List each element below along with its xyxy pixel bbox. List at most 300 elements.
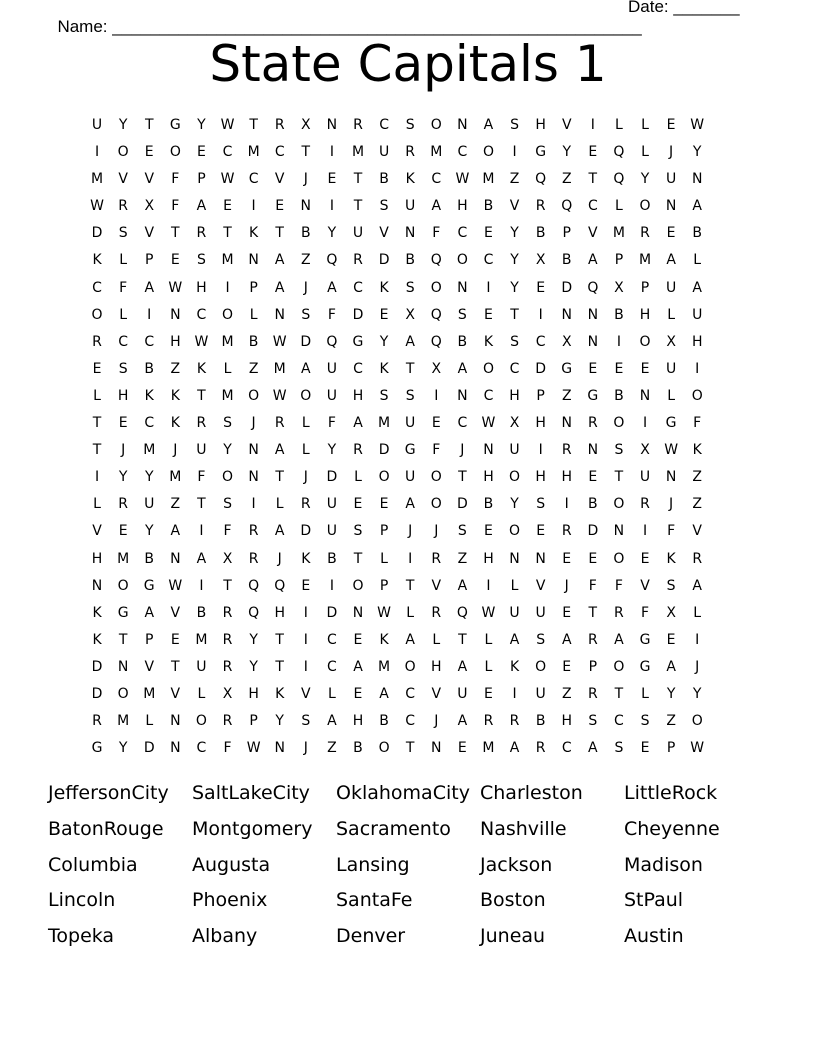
grid-letter[interactable]: Z (170, 360, 181, 377)
grid-letter[interactable]: G (404, 442, 416, 459)
grid-letter[interactable]: R (222, 658, 233, 675)
grid-letter[interactable]: M (482, 740, 495, 757)
grid-letter[interactable]: A (561, 631, 572, 648)
grid-letter[interactable]: K (483, 333, 494, 350)
grid-letter[interactable]: I (94, 144, 100, 161)
grid-letter[interactable]: H (352, 387, 364, 404)
grid-letter[interactable]: P (197, 171, 206, 188)
grid-letter[interactable]: R (196, 415, 207, 432)
grid-letter[interactable]: F (327, 415, 336, 432)
grid-letter[interactable]: A (274, 523, 285, 540)
grid-letter[interactable]: C (353, 279, 363, 296)
grid-letter[interactable]: T (275, 658, 284, 675)
grid-letter[interactable]: T (249, 117, 258, 133)
grid-letter[interactable]: L (145, 713, 154, 730)
grid-letter[interactable]: U (509, 442, 520, 459)
grid-letter[interactable]: A (353, 658, 363, 675)
grid-letter[interactable]: I (538, 442, 543, 459)
grid-letter[interactable]: G (117, 604, 129, 621)
grid-letter[interactable]: U (665, 360, 677, 377)
grid-letter[interactable]: U (405, 415, 416, 432)
grid-letter[interactable]: K (170, 415, 180, 432)
grid-letter[interactable]: L (667, 306, 676, 323)
grid-letter[interactable]: Z (457, 550, 468, 567)
grid-letter[interactable]: B (535, 225, 546, 242)
grid-letter[interactable]: N (691, 171, 703, 188)
grid-letter[interactable]: S (223, 496, 232, 513)
grid-letter[interactable]: O (248, 387, 260, 404)
grid-letter[interactable]: H (248, 685, 259, 702)
grid-letter[interactable]: N (457, 387, 468, 404)
grid-letter[interactable]: O (535, 658, 547, 675)
grid-letter[interactable]: A (457, 360, 468, 377)
grid-letter[interactable]: M (351, 144, 365, 161)
grid-letter[interactable]: N (457, 117, 468, 133)
grid-letter[interactable]: O (352, 577, 364, 594)
grid-letter[interactable]: W (690, 117, 705, 133)
grid-letter[interactable]: E (92, 360, 102, 377)
grid-letter[interactable]: M (482, 171, 495, 188)
grid-letter[interactable]: L (197, 685, 206, 702)
grid-letter[interactable]: N (509, 550, 520, 567)
grid-letter[interactable]: N (117, 658, 129, 675)
grid-letter[interactable]: O (300, 387, 312, 404)
grid-letter[interactable]: Y (692, 144, 702, 161)
grid-letter[interactable]: P (666, 740, 676, 757)
grid-letter[interactable]: M (169, 469, 182, 486)
grid-letter[interactable]: P (536, 387, 545, 404)
grid-letter[interactable]: X (666, 333, 676, 350)
grid-letter[interactable]: N (274, 740, 285, 757)
grid-letter[interactable]: N (91, 577, 103, 594)
grid-letter[interactable]: R (92, 333, 102, 350)
grid-letter[interactable]: L (615, 117, 623, 133)
grid-letter[interactable]: R (405, 144, 416, 161)
grid-letter[interactable]: Z (666, 713, 676, 730)
grid-letter[interactable]: T (223, 577, 232, 594)
grid-letter[interactable]: O (117, 144, 129, 161)
grid-letter[interactable]: B (561, 252, 572, 269)
grid-letter[interactable]: A (405, 631, 415, 648)
grid-letter[interactable]: G (587, 387, 599, 404)
grid-letter[interactable]: B (300, 225, 311, 242)
grid-letter[interactable]: E (170, 631, 180, 648)
grid-letter[interactable]: M (378, 658, 391, 675)
grid-letter[interactable]: E (536, 279, 546, 296)
grid-letter[interactable]: V (144, 171, 155, 188)
grid-letter[interactable]: O (691, 387, 703, 404)
grid-letter[interactable]: Y (118, 117, 128, 133)
grid-letter[interactable]: Y (249, 658, 258, 675)
grid-letter[interactable]: K (144, 387, 154, 404)
grid-letter[interactable]: U (352, 225, 364, 242)
grid-letter[interactable]: E (353, 631, 363, 648)
grid-letter[interactable]: K (509, 658, 520, 675)
grid-letter[interactable]: A (144, 279, 155, 296)
grid-letter[interactable]: I (486, 577, 491, 594)
grid-letter[interactable]: N (170, 740, 181, 757)
grid-letter[interactable]: F (588, 577, 597, 594)
grid-letter[interactable]: H (535, 469, 546, 486)
grid-letter[interactable]: T (223, 225, 232, 242)
grid-letter[interactable]: O (613, 415, 625, 432)
grid-letter[interactable]: C (92, 279, 102, 296)
grid-letter[interactable]: R (587, 415, 598, 432)
grid-letter[interactable]: J (669, 144, 674, 161)
grid-letter[interactable]: E (379, 496, 389, 513)
grid-letter[interactable]: T (588, 604, 598, 621)
grid-letter[interactable]: H (170, 333, 181, 350)
grid-letter[interactable]: A (457, 577, 468, 594)
grid-letter[interactable]: V (144, 225, 155, 242)
grid-letter[interactable]: N (535, 550, 546, 567)
grid-letter[interactable]: C (457, 415, 468, 432)
grid-letter[interactable]: T (405, 740, 415, 757)
grid-letter[interactable]: S (536, 496, 546, 513)
grid-letter[interactable]: S (614, 442, 624, 459)
grid-letter[interactable]: H (561, 713, 572, 730)
grid-letter[interactable]: R (535, 740, 546, 757)
grid-letter[interactable]: Z (561, 171, 572, 188)
grid-letter[interactable]: R (118, 496, 128, 513)
grid-letter[interactable]: I (512, 685, 517, 702)
grid-letter[interactable]: F (119, 279, 128, 296)
grid-letter[interactable]: C (327, 658, 337, 675)
grid-letter[interactable]: E (614, 360, 624, 377)
grid-letter[interactable]: K (379, 360, 389, 377)
grid-letter[interactable]: Q (248, 604, 260, 621)
grid-letter[interactable]: A (431, 198, 442, 215)
grid-letter[interactable]: N (561, 415, 572, 432)
grid-letter[interactable]: B (196, 604, 207, 621)
grid-letter[interactable]: Z (561, 685, 572, 702)
grid-letter[interactable]: B (614, 387, 624, 404)
grid-letter[interactable]: N (300, 198, 312, 215)
grid-letter[interactable]: Y (510, 225, 519, 242)
grid-letter[interactable]: M (638, 252, 652, 269)
grid-letter[interactable]: R (300, 496, 311, 513)
grid-letter[interactable]: L (301, 442, 310, 459)
grid-letter[interactable]: S (457, 306, 467, 323)
grid-letter[interactable]: L (641, 685, 649, 702)
grid-letter[interactable]: D (378, 442, 390, 459)
grid-letter[interactable]: H (691, 333, 703, 350)
grid-letter[interactable]: I (486, 279, 491, 296)
grid-letter[interactable]: K (249, 225, 259, 242)
grid-letter[interactable]: C (379, 117, 389, 133)
grid-letter[interactable]: C (587, 198, 598, 215)
grid-letter[interactable]: C (196, 740, 207, 757)
grid-letter[interactable]: K (405, 171, 415, 188)
grid-letter[interactable]: M (378, 415, 391, 432)
grid-letter[interactable]: Y (562, 144, 572, 161)
grid-letter[interactable]: A (405, 496, 415, 513)
grid-letter[interactable]: M (221, 333, 234, 350)
grid-letter[interactable]: R (274, 415, 285, 432)
grid-letter[interactable]: H (483, 469, 494, 486)
grid-letter[interactable]: E (588, 469, 598, 486)
grid-letter[interactable]: J (695, 658, 700, 675)
grid-letter[interactable]: U (692, 306, 703, 323)
grid-letter[interactable]: E (640, 740, 650, 757)
grid-letter[interactable]: T (275, 469, 284, 486)
grid-letter[interactable]: W (664, 442, 679, 459)
grid-letter[interactable]: Q (561, 198, 573, 215)
grid-letter[interactable]: V (170, 604, 181, 621)
grid-letter[interactable]: D (378, 252, 390, 269)
grid-letter[interactable]: C (405, 685, 416, 702)
grid-letter[interactable]: B (353, 740, 363, 757)
grid-letter[interactable]: A (327, 279, 337, 296)
grid-letter[interactable]: Q (430, 252, 442, 269)
grid-letter[interactable]: S (536, 631, 546, 648)
grid-letter[interactable]: I (695, 360, 700, 377)
grid-letter[interactable]: O (404, 658, 416, 675)
grid-letter[interactable]: F (223, 740, 232, 757)
grid-letter[interactable]: R (587, 685, 598, 702)
grid-letter[interactable]: S (405, 387, 415, 404)
grid-letter[interactable]: R (353, 117, 363, 133)
grid-letter[interactable]: N (248, 469, 259, 486)
grid-letter[interactable]: O (613, 550, 625, 567)
grid-letter[interactable]: V (301, 685, 311, 702)
grid-letter[interactable]: N (639, 387, 651, 404)
grid-letter[interactable]: Y (327, 225, 337, 242)
grid-letter[interactable]: I (329, 198, 334, 215)
grid-letter[interactable]: C (483, 252, 494, 269)
grid-letter[interactable]: G (665, 415, 677, 432)
grid-letter[interactable]: C (614, 713, 624, 730)
grid-letter[interactable]: W (168, 279, 183, 296)
grid-letter[interactable]: J (303, 279, 308, 296)
grid-letter[interactable]: V (509, 198, 520, 215)
grid-letter[interactable]: A (588, 252, 598, 269)
grid-letter[interactable]: Y (666, 685, 676, 702)
grid-letter[interactable]: G (535, 144, 547, 161)
grid-letter[interactable]: A (457, 658, 468, 675)
grid-letter[interactable]: I (199, 577, 204, 594)
grid-letter[interactable]: K (666, 550, 676, 567)
grid-letter[interactable]: A (274, 442, 285, 459)
grid-letter[interactable]: Z (692, 469, 702, 486)
grid-letter[interactable]: T (458, 631, 467, 648)
grid-letter[interactable]: A (483, 117, 494, 133)
grid-letter[interactable]: O (456, 252, 468, 269)
grid-letter[interactable]: D (91, 225, 103, 242)
grid-letter[interactable]: E (353, 496, 363, 513)
grid-letter[interactable]: T (405, 360, 415, 377)
grid-letter[interactable]: A (692, 198, 702, 215)
grid-letter[interactable]: J (173, 442, 178, 459)
grid-letter[interactable]: U (405, 198, 416, 215)
grid-letter[interactable]: T (92, 442, 102, 459)
grid-letter[interactable]: Q (430, 306, 442, 323)
grid-letter[interactable]: N (613, 523, 625, 540)
grid-letter[interactable]: O (169, 144, 181, 161)
grid-letter[interactable]: X (222, 550, 233, 567)
grid-letter[interactable]: W (455, 171, 470, 188)
grid-letter[interactable]: E (431, 415, 441, 432)
grid-letter[interactable]: G (561, 360, 573, 377)
grid-letter[interactable]: J (408, 523, 413, 540)
grid-letter[interactable]: S (405, 117, 415, 133)
grid-letter[interactable]: Q (535, 171, 547, 188)
grid-letter[interactable]: X (640, 442, 650, 459)
grid-letter[interactable]: R (587, 631, 598, 648)
grid-letter[interactable]: R (561, 442, 572, 459)
grid-letter[interactable]: W (272, 333, 287, 350)
grid-letter[interactable]: D (456, 496, 468, 513)
grid-letter[interactable]: I (251, 496, 256, 513)
grid-letter[interactable]: J (434, 713, 439, 730)
grid-letter[interactable]: I (199, 523, 204, 540)
grid-letter[interactable]: H (91, 550, 103, 567)
grid-letter[interactable]: M (612, 225, 625, 242)
grid-letter[interactable]: Y (144, 469, 154, 486)
grid-letter[interactable]: O (509, 469, 521, 486)
grid-letter[interactable]: B (588, 496, 598, 513)
grid-letter[interactable]: H (352, 713, 364, 730)
grid-letter[interactable]: X (301, 117, 311, 133)
grid-letter[interactable]: Z (170, 496, 181, 513)
date-field[interactable]: Date: _______ (628, 0, 740, 16)
grid-letter[interactable]: E (118, 415, 128, 432)
grid-letter[interactable]: J (669, 496, 674, 513)
grid-letter[interactable]: D (300, 523, 312, 540)
grid-letter[interactable]: L (327, 685, 336, 702)
grid-letter[interactable]: R (535, 198, 546, 215)
grid-letter[interactable]: E (536, 523, 546, 540)
grid-letter[interactable]: S (666, 577, 676, 594)
grid-letter[interactable]: A (196, 550, 207, 567)
grid-letter[interactable]: Y (510, 252, 519, 269)
grid-letter[interactable]: L (93, 496, 101, 513)
grid-letter[interactable]: J (303, 740, 308, 757)
grid-letter[interactable]: L (641, 117, 649, 133)
grid-letter[interactable]: C (327, 631, 337, 648)
grid-letter[interactable]: C (144, 333, 155, 350)
grid-letter[interactable]: E (327, 171, 337, 188)
grid-letter[interactable]: L (510, 577, 519, 594)
grid-letter[interactable]: E (170, 252, 180, 269)
grid-letter[interactable]: N (665, 198, 677, 215)
grid-letter[interactable]: O (613, 496, 625, 513)
grid-letter[interactable]: L (119, 252, 128, 269)
grid-letter[interactable]: F (432, 225, 441, 242)
grid-letter[interactable]: E (379, 306, 389, 323)
grid-letter[interactable]: H (561, 469, 572, 486)
grid-letter[interactable]: A (327, 713, 337, 730)
grid-letter[interactable]: V (431, 685, 442, 702)
grid-letter[interactable]: A (274, 279, 285, 296)
grid-letter[interactable]: U (326, 523, 338, 540)
grid-letter[interactable]: Q (326, 333, 338, 350)
grid-letter[interactable]: A (405, 333, 415, 350)
grid-letter[interactable]: E (484, 685, 493, 702)
grid-letter[interactable]: S (588, 713, 598, 730)
grid-letter[interactable]: F (197, 469, 206, 486)
grid-letter[interactable]: W (246, 740, 261, 757)
grid-letter[interactable]: O (91, 306, 103, 323)
grid-letter[interactable]: U (405, 469, 416, 486)
grid-letter[interactable]: K (92, 631, 102, 648)
grid-letter[interactable]: A (274, 252, 285, 269)
grid-letter[interactable]: L (275, 496, 284, 513)
grid-letter[interactable]: C (483, 387, 494, 404)
grid-letter[interactable]: W (481, 604, 496, 621)
grid-letter[interactable]: L (484, 658, 493, 675)
grid-letter[interactable]: R (431, 604, 442, 621)
grid-letter[interactable]: A (692, 577, 702, 594)
grid-letter[interactable]: R (561, 523, 572, 540)
grid-letter[interactable]: M (221, 387, 234, 404)
grid-letter[interactable]: B (144, 360, 155, 377)
grid-letter[interactable]: L (615, 198, 623, 215)
grid-letter[interactable]: A (588, 740, 598, 757)
grid-letter[interactable]: A (353, 415, 363, 432)
grid-letter[interactable]: V (144, 658, 155, 675)
grid-letter[interactable]: R (248, 523, 259, 540)
grid-letter[interactable]: T (144, 117, 154, 133)
grid-letter[interactable]: J (251, 415, 256, 432)
grid-letter[interactable]: U (326, 360, 338, 377)
grid-letter[interactable]: K (692, 442, 702, 459)
grid-letter[interactable]: C (405, 713, 416, 730)
grid-letter[interactable]: R (483, 713, 494, 730)
grid-letter[interactable]: H (535, 415, 546, 432)
grid-letter[interactable]: E (118, 523, 128, 540)
grid-letter[interactable]: R (118, 198, 128, 215)
grid-letter[interactable]: Y (692, 685, 702, 702)
grid-letter[interactable]: W (272, 387, 287, 404)
grid-letter[interactable]: A (666, 658, 676, 675)
grid-letter[interactable]: C (457, 144, 468, 161)
grid-letter[interactable]: T (353, 198, 363, 215)
grid-letter[interactable]: X (144, 198, 155, 215)
grid-letter[interactable]: B (457, 333, 468, 350)
grid-letter[interactable]: D (561, 279, 573, 296)
grid-letter[interactable]: B (692, 225, 702, 242)
grid-letter[interactable]: V (692, 523, 702, 540)
grid-letter[interactable]: S (301, 713, 311, 730)
grid-letter[interactable]: B (405, 252, 415, 269)
grid-letter[interactable]: Q (587, 279, 599, 296)
grid-letter[interactable]: N (274, 306, 285, 323)
grid-letter[interactable]: N (431, 740, 442, 757)
grid-letter[interactable]: T (171, 225, 180, 242)
grid-letter[interactable]: P (249, 713, 258, 730)
grid-letter[interactable]: S (640, 713, 650, 730)
grid-letter[interactable]: A (509, 631, 520, 648)
grid-letter[interactable]: Y (144, 523, 154, 540)
grid-letter[interactable]: A (144, 604, 155, 621)
grid-letter[interactable]: C (353, 360, 363, 377)
grid-letter[interactable]: D (300, 333, 312, 350)
grid-letter[interactable]: O (482, 144, 494, 161)
grid-letter[interactable]: G (639, 658, 651, 675)
grid-letter[interactable]: O (222, 306, 234, 323)
grid-letter[interactable]: H (509, 387, 520, 404)
grid-letter[interactable]: F (171, 171, 180, 188)
grid-letter[interactable]: S (118, 225, 128, 242)
grid-letter[interactable]: N (404, 225, 416, 242)
grid-letter[interactable]: T (614, 469, 624, 486)
grid-letter[interactable]: Q (613, 171, 625, 188)
grid-letter[interactable]: C (118, 333, 129, 350)
grid-letter[interactable]: B (248, 333, 259, 350)
grid-letter[interactable]: P (145, 252, 154, 269)
grid-letter[interactable]: C (248, 171, 259, 188)
